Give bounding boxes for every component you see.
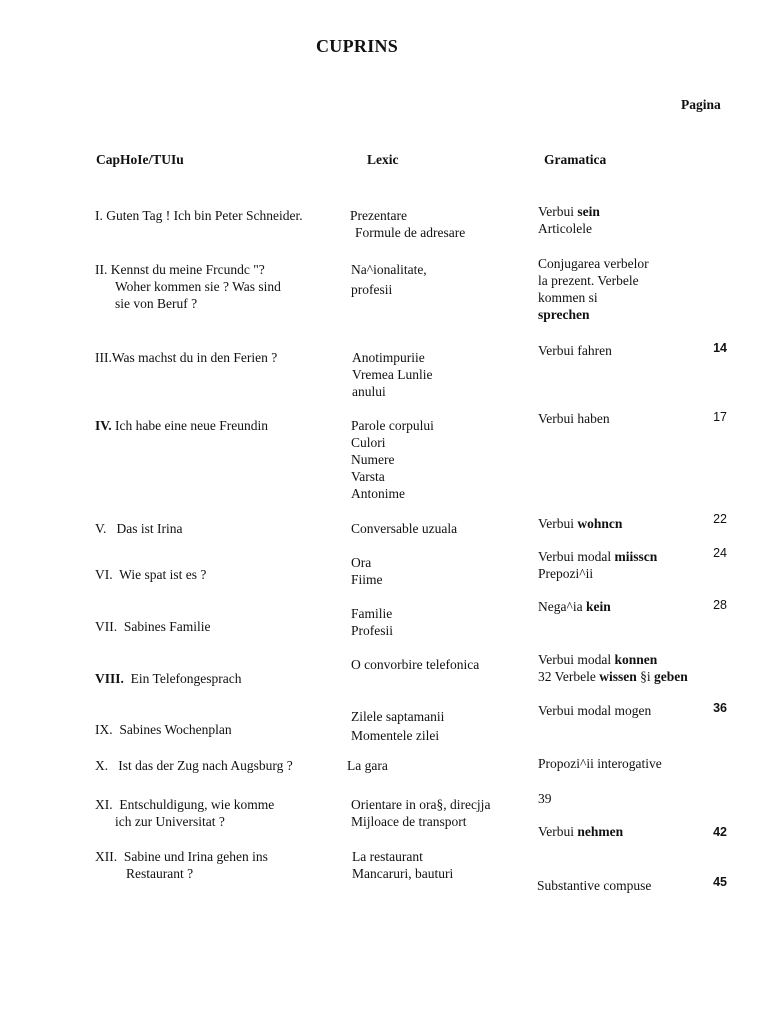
grammar-entry: Substantive compuse — [537, 878, 652, 893]
header-gramatica: Gramatica — [544, 152, 607, 167]
header-chapter: CapHoIe/TUIu — [96, 152, 184, 167]
lexic-entry: Parole corpului Culori Numere Varsta Antonime — [351, 418, 434, 501]
chapter-title: I. Guten Tag ! Ich bin Peter Schneider. — [95, 208, 303, 223]
grammar-entry: Nega^ia kein — [538, 599, 611, 614]
header-lexic: Lexic — [367, 152, 399, 167]
lexic-entry: Anotimpuriie Vremea Lunlie anului — [352, 350, 433, 399]
lexic-entry: Ora Fiime — [351, 555, 383, 587]
chapter-title: IV. Ich habe eine neue Freundin — [95, 418, 268, 433]
chapter-title: XI. Entschuldigung, wie komme ich zur Universitat ? — [95, 797, 275, 829]
page-number: 42 — [713, 825, 727, 839]
page-title: CUPRINS — [316, 36, 399, 56]
lexic-entry: Prezentare Formule de adresare — [350, 208, 466, 240]
grammar-entry: Conjugarea verbelor la prezent. Verbele kommen si sprechen — [538, 256, 649, 322]
chapter-title: IX. Sabines Wochenplan — [95, 722, 232, 737]
chapter-title: X. Ist das der Zug nach Augsburg ? — [95, 758, 293, 773]
lexic-entry: Familie Profesii — [351, 606, 393, 638]
lexic-entry: Zilele saptamanii Momentele zilei — [351, 709, 445, 743]
grammar-entry: Verbui modal konnen 32 Verbele wissen §i geben — [538, 652, 688, 684]
chapter-title: VII. Sabines Familie — [95, 619, 211, 634]
page-number: 28 — [713, 598, 727, 612]
chapter-title: III.Was machst du in den Ferien ? — [95, 350, 278, 365]
lexic-entry: La gara — [347, 758, 388, 773]
chapter-title: XII. Sabine und Irina gehen ins Restaurant ? — [95, 849, 268, 881]
grammar-entry: 39 Verbui nehmen — [538, 791, 624, 839]
chapter-title: II. Kennst du meine Frcundc "? Woher kommen sie ? Was sind sie von Beruf ? — [95, 262, 281, 311]
lexic-entry: Orientare in ora§, direcjja Mijloace de transport — [351, 797, 491, 829]
page-number: 36 — [713, 701, 727, 715]
lexic-entry: La restaurant Mancaruri, bauturi — [352, 849, 454, 881]
page-number: 22 — [713, 512, 727, 526]
grammar-entry: Verbui haben — [538, 411, 610, 426]
grammar-entry: Verbui sein Articolele — [538, 204, 600, 236]
grammar-entry: Propozi^ii interogative — [538, 756, 662, 771]
grammar-entry: Verbui fahren — [538, 343, 612, 358]
grammar-entry: Verbui modal miisscn Prepozi^ii — [538, 549, 658, 581]
chapter-title: VI. Wie spat ist es ? — [95, 567, 207, 582]
chapter-title: VIII. Ein Telefongesprach — [95, 671, 242, 686]
page-number: 14 — [713, 341, 727, 355]
grammar-entry: Verbui wohncn — [538, 516, 623, 531]
page-number: 45 — [713, 875, 727, 889]
lexic-entry: Conversable uzuala — [351, 521, 458, 536]
page-number: 17 — [713, 410, 727, 424]
pagina-label: Pagina — [681, 97, 721, 112]
lexic-entry: Na^ionalitate, profesii — [351, 262, 427, 297]
grammar-entry: Verbui modal mogen — [538, 703, 652, 718]
page-number: 24 — [713, 546, 727, 560]
chapter-title: V. Das ist Irina — [95, 521, 183, 536]
lexic-entry: O convorbire telefonica — [351, 657, 480, 672]
